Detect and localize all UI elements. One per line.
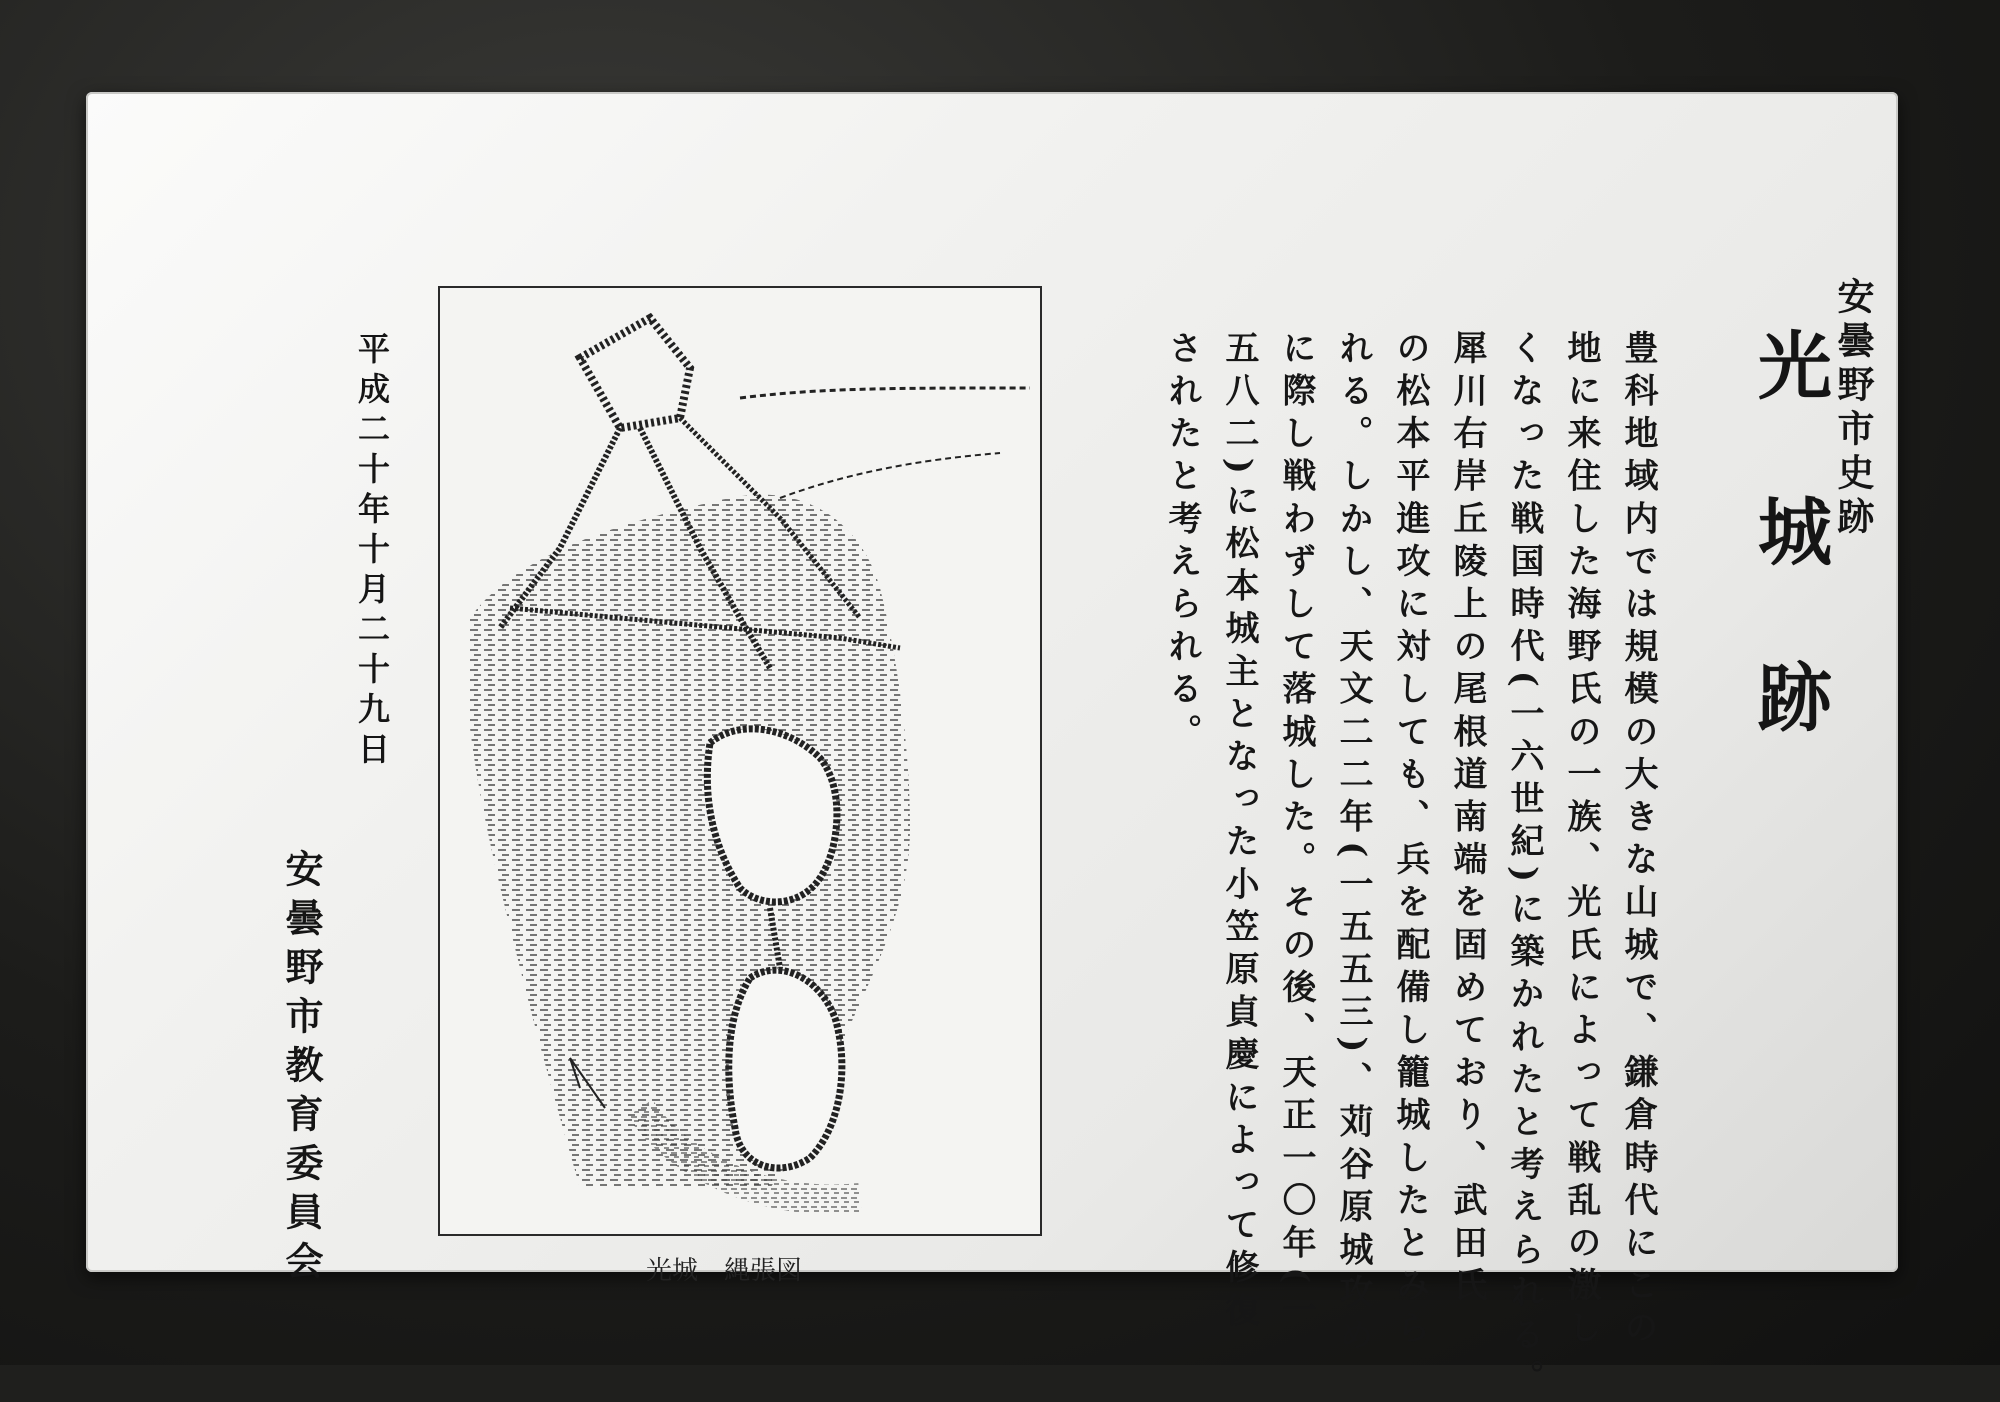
body-column: 豊科地域内では規模の大きな山城で、鎌倉時代にこの xyxy=(1618,330,1658,1353)
body-column: 地に来住した海野氏の一族、光氏によって戦乱の激し xyxy=(1561,330,1601,1353)
body-column: に際し戦わずして落城した。その後、天正一〇年(一 xyxy=(1276,330,1316,1335)
sign-title: 光城跡 xyxy=(1746,327,1832,825)
sign-issuer: 安曇野市教育委員会 xyxy=(279,849,324,1290)
map-caption: 光城 縄張図 xyxy=(646,1256,803,1286)
sign-subtitle: 安曇野市史跡 xyxy=(1831,277,1875,541)
body-column: されたと考えられる。 xyxy=(1162,330,1202,756)
sign-plate xyxy=(86,92,1898,1402)
castle-layout-drawing xyxy=(440,288,1040,1234)
sign-body-text xyxy=(1076,330,1666,1402)
body-column: 犀川右岸丘陵上の尾根道南端を固めており、武田氏 xyxy=(1447,330,1487,1310)
body-column: れる。しかし、天文二二年(一五五三)、苅谷原城攻め xyxy=(1333,330,1373,1360)
castle-layout-map xyxy=(438,286,1042,1236)
body-column: 五八二)に松本城主となった小笠原貞慶によって修復 xyxy=(1219,330,1259,1335)
sign-date: 平成二十年十月二十九日 xyxy=(353,332,391,772)
body-column: の松本平進攻に対しても、兵を配備し籠城したとみら xyxy=(1390,330,1430,1353)
body-column: くなった戦国時代(一六世紀)に築かれたと考えられる。 xyxy=(1504,330,1544,1402)
